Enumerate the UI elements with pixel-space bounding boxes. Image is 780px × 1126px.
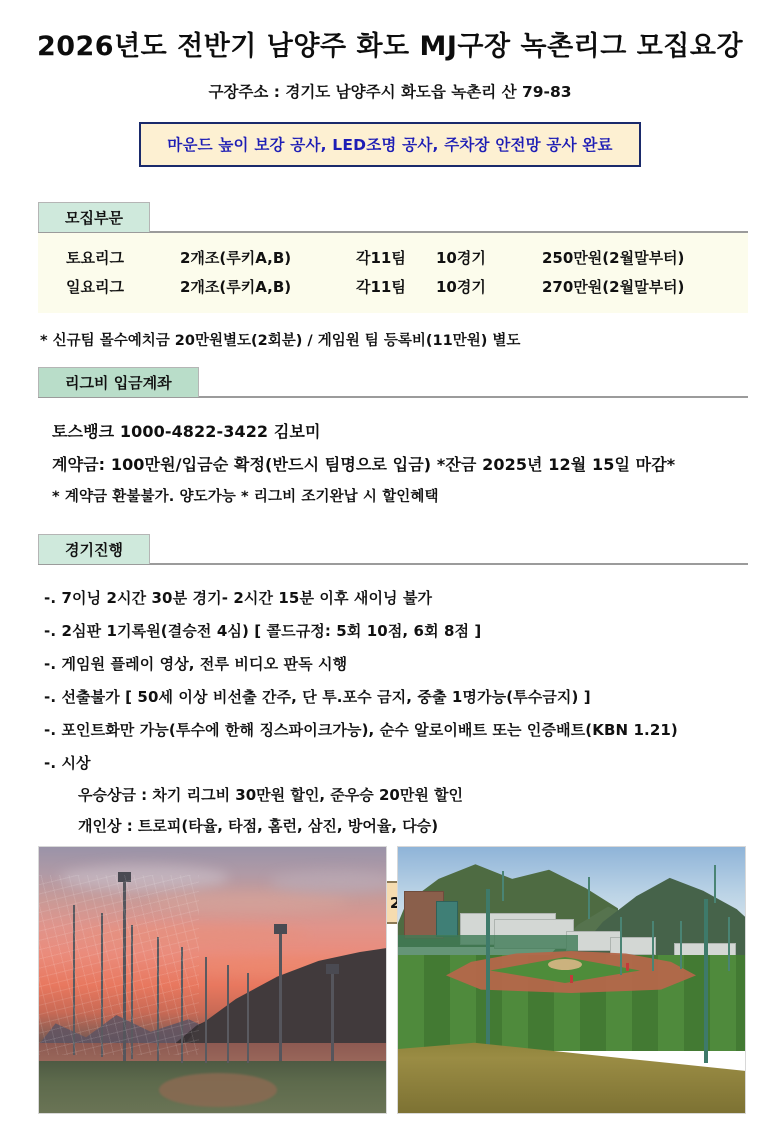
- net-pole: [205, 957, 207, 1063]
- player-figure: [626, 963, 629, 971]
- award-item: 개인상 : 트로피(타율, 타점, 홈런, 삼진, 방어율, 다승): [78, 817, 439, 835]
- cell-groups: 2개조(루키A,B): [180, 249, 292, 267]
- light-tower: [331, 973, 334, 1061]
- notice-banner-wrap: [0, 122, 780, 167]
- light-tower: [279, 933, 282, 1061]
- light-tower: [588, 877, 590, 919]
- notice-banner: 마운드 높이 보강 공사, LED조명 공사, 주차장 안전망 공사 완료: [139, 122, 640, 167]
- list-item: -. 포인트화만 가능(투수에 한해 징스파이크가능), 순수 알로이배트 또는 인증배트(KBN 1.21): [44, 721, 678, 739]
- recruitment-table-wrap: [38, 233, 748, 313]
- cell-league: 일요리그: [66, 278, 124, 296]
- building: [610, 937, 656, 955]
- stadium-address: 구장주소 : 경기도 남양주시 화도읍 녹촌리 산 79-83: [208, 83, 572, 101]
- net-pole: [680, 921, 682, 969]
- net-pole: [247, 973, 249, 1063]
- recruitment-note: * 신규팀 몰수예치금 20만원별도(2회분) / 게임원 팀 등록비(11만원) 별도: [40, 333, 521, 349]
- tab-recruitment[interactable]: 모집부문: [38, 202, 150, 232]
- net-pole: [227, 965, 229, 1063]
- cell-teams: 각11팀: [356, 278, 406, 296]
- game-rules-list: [44, 581, 780, 841]
- photo-gallery: [38, 846, 746, 1114]
- game-rules-tabrow: [38, 533, 748, 565]
- cell-league: 토요리그: [66, 249, 124, 267]
- daytime-ballpark-photo: [397, 846, 746, 1114]
- table-row: [38, 272, 748, 301]
- cell-fee: 270만원(2월말부터): [542, 278, 685, 296]
- list-item: -. 2심판 1기록원(결승전 4심) [ 콜드규정: 5회 10점, 6회 8점 ]: [44, 622, 482, 640]
- light-tower: [502, 871, 504, 901]
- award-item: 우승상금 : 차기 리그비 30만원 할인, 준우승 20만원 할인: [78, 786, 464, 804]
- net-pole: [620, 917, 622, 975]
- list-item: -. 7이닝 2시간 30분 경기- 2시간 15분 이후 새이닝 불가: [44, 589, 433, 607]
- page-title: 2026년도 전반기 남양주 화도 MJ구장 녹촌리그 모집요강: [36, 31, 744, 62]
- account-details: [52, 414, 780, 511]
- tab-account[interactable]: 리그비 입금계좌: [38, 367, 199, 397]
- net-pole: [652, 921, 654, 971]
- list-item: -. 선출불가 [ 50세 이상 비선출 간주, 단 투.포수 금지, 중출 1명가능(투수금지) ]: [44, 688, 591, 706]
- cell-groups: 2개조(루키A,B): [180, 278, 292, 296]
- net-pole: [486, 889, 490, 1069]
- net-pole: [728, 917, 730, 971]
- cell-games: 10경기: [436, 249, 486, 267]
- cell-games: 10경기: [436, 278, 486, 296]
- cloud-shape: [269, 871, 387, 893]
- recruitment-tabrow: [38, 201, 748, 233]
- list-item: -. 게임원 플레이 영상, 전루 비디오 판독 시행: [44, 655, 348, 673]
- document-page: [0, 24, 780, 1126]
- recruitment-table: [38, 233, 748, 313]
- cell-teams: 각11팀: [356, 249, 406, 267]
- account-section: [38, 366, 748, 398]
- cell-fee: 250만원(2월말부터): [542, 249, 685, 267]
- account-tabrow: [38, 366, 748, 398]
- list-item: -. 시상: [44, 754, 91, 772]
- pitching-mound: [548, 959, 582, 970]
- table-row: [38, 243, 748, 272]
- safety-net: [39, 875, 199, 1055]
- recruitment-section: [38, 201, 748, 233]
- deposit-terms-line: 계약금: 100만원/입금순 확정(반드시 팀명으로 입금) *잔금 2025년 12월 15일 마감*: [52, 455, 676, 474]
- player-figure: [570, 975, 573, 983]
- tab-game-rules[interactable]: 경기진행: [38, 534, 150, 564]
- building: [436, 901, 458, 937]
- game-rules-section: [38, 533, 748, 565]
- bank-account-line: 토스뱅크 1000-4822-3422 김보미: [52, 422, 321, 441]
- refund-terms-line: * 계약금 환불불가. 양도가능 * 리그비 조기완납 시 할인혜택: [52, 489, 439, 505]
- net-pole: [704, 899, 708, 1063]
- sunset-ballpark-photo: [38, 846, 387, 1114]
- light-tower: [714, 865, 716, 903]
